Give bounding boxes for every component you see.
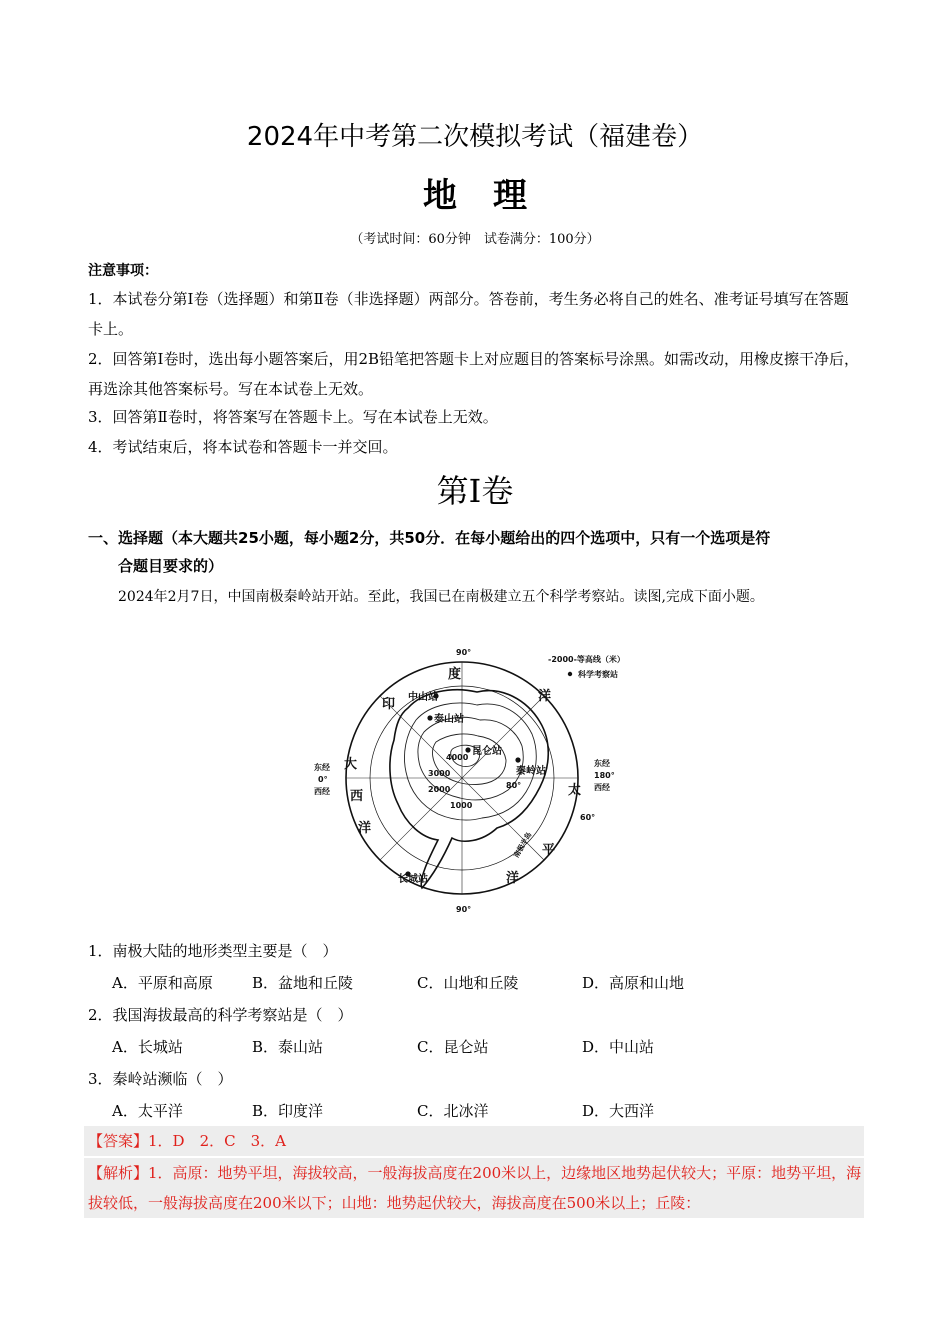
option-d[interactable]: D．高原和山地 (582, 974, 685, 992)
exam-info: （考试时间：60分钟 试卷满分：100分） (350, 232, 600, 247)
legend-station-dot (568, 672, 572, 676)
station-label: 中山站 (408, 692, 438, 703)
ocean-label: 印 (382, 697, 396, 712)
note-item: 4．考试结束后，将本试卷和答题卡一并交回。 (88, 438, 398, 456)
station-dot (515, 757, 520, 762)
subject-title: 地理 (423, 176, 563, 216)
exam-title: 2024年中考第二次模拟考试（福建卷） (246, 122, 704, 152)
contour-label: 4000 (446, 753, 469, 762)
question-1-stem: 1．南极大陆的地形类型主要是（ ） (88, 942, 338, 960)
station-label: 长城站 (398, 874, 428, 885)
notes-title: 注意事项： (88, 263, 158, 279)
station-dot (427, 715, 432, 720)
option-d[interactable]: D．中山站 (582, 1038, 655, 1056)
question-2-options (112, 1036, 812, 1058)
legend-contour: -2000-等高线（米） (548, 655, 625, 664)
section-heading-line1: 一、选择题（本大题共25小题，每小题2分，共50分．在每小题给出的四个选项中，只有一个选项是符 (88, 529, 771, 547)
station-label: 昆仑站 (472, 746, 502, 757)
ocean-label: 西 (350, 789, 364, 804)
antarctica-map (312, 642, 642, 914)
option-a[interactable]: A．太平洋 (112, 1102, 183, 1120)
ocean-label: 平 (542, 843, 556, 858)
meridian-label: 180° (594, 771, 615, 780)
meridian-label: 东经 (594, 759, 610, 768)
ocean-label: 洋 (358, 821, 372, 836)
meridian-label: 0° (318, 775, 328, 784)
option-d[interactable]: D．大西洋 (582, 1102, 655, 1120)
meridian-label: 90° (456, 905, 472, 914)
question-1-options (112, 972, 812, 994)
note-item: 1．本试卷分第Ⅰ卷（选择题）和第Ⅱ卷（非选择题）两部分。答卷前，考生务必将自己的姓名、准考证号填写在答题卡上。 (88, 290, 849, 338)
station-label: 泰山站 (434, 714, 464, 725)
option-c[interactable]: C．山地和丘陵 (417, 974, 519, 992)
analysis-text: 【解析】1．高原：地势平坦，海拔较高，一般海拔高度在200米以上，边缘地区地势起伏较大；平原：地势平坦，海拔较低，一般海拔高度在200米以下；山地：地势起伏较大，海拔高度在500米以上；丘陵： (84, 1158, 864, 1218)
question-3-stem: 3．秦岭站濒临（ ） (88, 1070, 233, 1088)
meridian-label: 西经 (594, 783, 610, 792)
meridian-label: 东经 (314, 763, 330, 772)
contour-label: 2000 (428, 785, 451, 794)
answer-line: 【答案】1．D 2．C 3．A (84, 1126, 864, 1156)
station-label: 秦岭站 (516, 766, 546, 777)
meridian-label: 西经 (314, 787, 330, 796)
option-a[interactable]: A．平原和高原 (112, 974, 213, 992)
option-b[interactable]: B．盆地和丘陵 (252, 974, 354, 992)
note-item: 3．回答第Ⅱ卷时，将答案写在答题卡上。写在本试卷上无效。 (88, 408, 498, 426)
option-a[interactable]: A．长城站 (112, 1038, 183, 1056)
latitude-label: 80° (506, 781, 522, 790)
section-heading-line2: 合题目要求的） (118, 557, 224, 575)
latitude-label: 60° (580, 813, 596, 822)
ocean-label: 洋 (506, 871, 520, 886)
question-3-options (112, 1100, 812, 1122)
contour-label: 1000 (450, 801, 473, 810)
ocean-label: 太 (568, 783, 582, 798)
ocean-label: 洋 (538, 689, 552, 704)
option-c[interactable]: C．北冰洋 (417, 1102, 489, 1120)
section-title: 第Ⅰ卷 (436, 472, 514, 510)
question-intro: 2024年2月7日，中国南极秦岭站开站。至此，我国已在南极建立五个科学考察站。读图,完成下面小题。 (118, 589, 764, 605)
ocean-label: 度 (448, 667, 462, 682)
meridian-label: 90° (456, 648, 472, 657)
option-c[interactable]: C．昆仑站 (417, 1038, 489, 1056)
note-item: 2．回答第Ⅰ卷时，选出每小题答案后，用2B铅笔把答题卡上对应题目的答案标号涂黑。如需改动，用橡皮擦干净后，再选涂其他答案标号。写在本试卷上无效。 (88, 350, 860, 398)
section-heading (88, 524, 868, 580)
map-legend (548, 654, 625, 679)
question-2-stem: 2．我国海拔最高的科学考察站是（ ） (88, 1006, 353, 1024)
station-dot (465, 747, 470, 752)
ocean-label: 大 (344, 757, 358, 772)
option-b[interactable]: B．泰山站 (252, 1038, 324, 1056)
peninsula-label: 南极半岛 (512, 830, 534, 860)
legend-station: 科学考察站 (578, 670, 618, 679)
continent-outline (390, 690, 548, 888)
contour-label: 3000 (428, 769, 451, 778)
option-b[interactable]: B．印度洋 (252, 1102, 324, 1120)
